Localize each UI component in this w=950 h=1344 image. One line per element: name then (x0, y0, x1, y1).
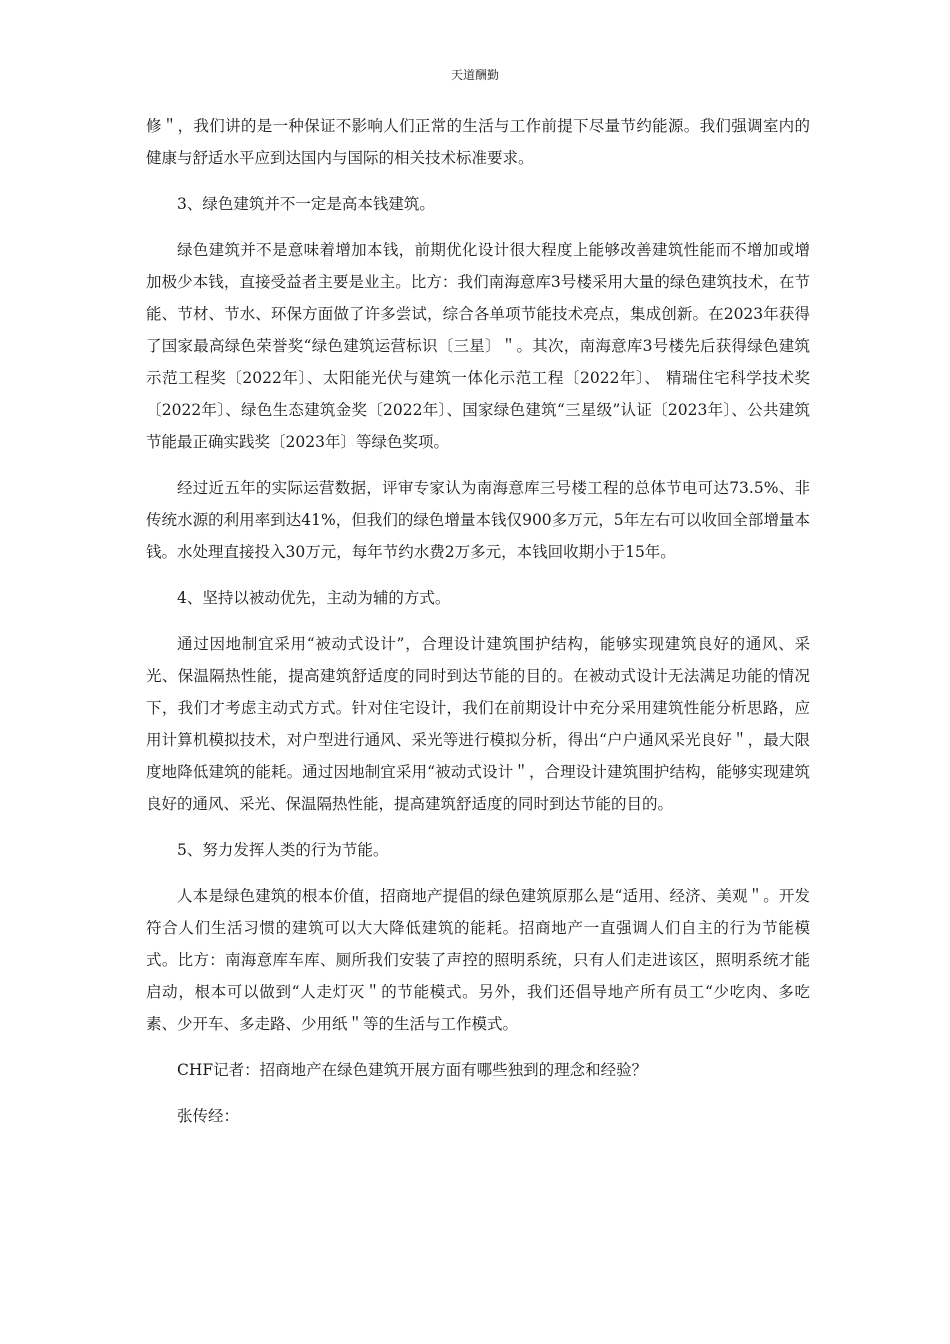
paragraph-green-cost: 绿色建筑并不是意味着增加本钱，前期优化设计很大程度上能够改善建筑性能而不增加或增加极少本钱，直接受益者主要是业主。比方：我们南海意库3号楼采用大量的绿色建筑技术，在节能、节材、节水、环保方面做了许多尝试，综合各单项节能技术亮点，集成创新。在2023年获得了国家最高绿色荣誉奖“绿色建筑运营标识〔三星〕＂。其次，南海意库3号楼先后获得绿色建筑示范工程奖〔2022年〕、太阳能光伏与建筑一体化示范工程〔2022年〕、 精瑞住宅科学技术奖〔2022年〕、绿色生态建筑金奖〔2022年〕、国家绿色建筑“三星级”认证〔2023年〕、公共建筑节能最正确实践奖〔2023年〕等绿色奖项。 (146, 241, 810, 451)
page-header: 天道酬勤 (450, 68, 499, 82)
paragraph-continuation: 修＂，我们讲的是一种保证不影响人们正常的生活与工作前提下尽量节约能源。我们强调室内的健康与舒适水平应到达国内与国际的相关技术标准要求。 (146, 117, 810, 167)
paragraph-speaker: 张传经： (177, 1107, 240, 1125)
heading-point-5: 5、努力发挥人类的行为节能。 (177, 841, 389, 859)
document-body (146, 110, 810, 1146)
paragraph-operation-data: 经过近五年的实际运营数据，评审专家认为南海意库三号楼工程的总体节电可达73.5%、非传统水源的利用率到达41%，但我们的绿色增量本钱仅900多万元，5年左右可以收回全部增量本钱。水处理直接投入30万元，每年节约水费2万多元，本钱回收期小于15年。 (146, 479, 810, 561)
heading-point-3: 3、绿色建筑并不一定是高本钱建筑。 (177, 195, 435, 213)
paragraph-behavior-saving: 人本是绿色建筑的根本价值，招商地产提倡的绿色建筑原那么是“适用、经济、美观＂。开发符合人们生活习惯的建筑可以大大降低建筑的能耗。招商地产一直强调人们自主的行为节能模式。比方：南海意库车库、厕所我们安装了声控的照明系统，只有人们走进该区，照明系统才能启动，根本可以做到“人走灯灭＂的节能模式。另外，我们还倡导地产所有员工“少吃肉、多吃素、少开车、多走路、少用纸＂等的生活与工作模式。 (146, 887, 810, 1033)
paragraph-interview-question: CHF记者：招商地产在绿色建筑开展方面有哪些独到的理念和经验？ (177, 1061, 648, 1079)
heading-point-4: 4、坚持以被动优先，主动为辅的方式。 (177, 589, 451, 607)
paragraph-passive-design: 通过因地制宜采用“被动式设计”，合理设计建筑围护结构，能够实现建筑良好的通风、采光、保温隔热性能，提高建筑舒适度的同时到达节能的目的。在被动式设计无法满足功能的情况下，我们才考虑主动式方式。针对住宅设计，我们在前期设计中充分采用建筑性能分析思路，应用计算机模拟技术，对户型进行通风、采光等进行模拟分析，得出“户户通风采光良好＂，最大限度地降低建筑的能耗。通过因地制宜采用“被动式设计＂，合理设计建筑围护结构，能够实现建筑良好的通风、采光、保温隔热性能，提高建筑舒适度的同时到达节能的目的。 (146, 635, 810, 813)
